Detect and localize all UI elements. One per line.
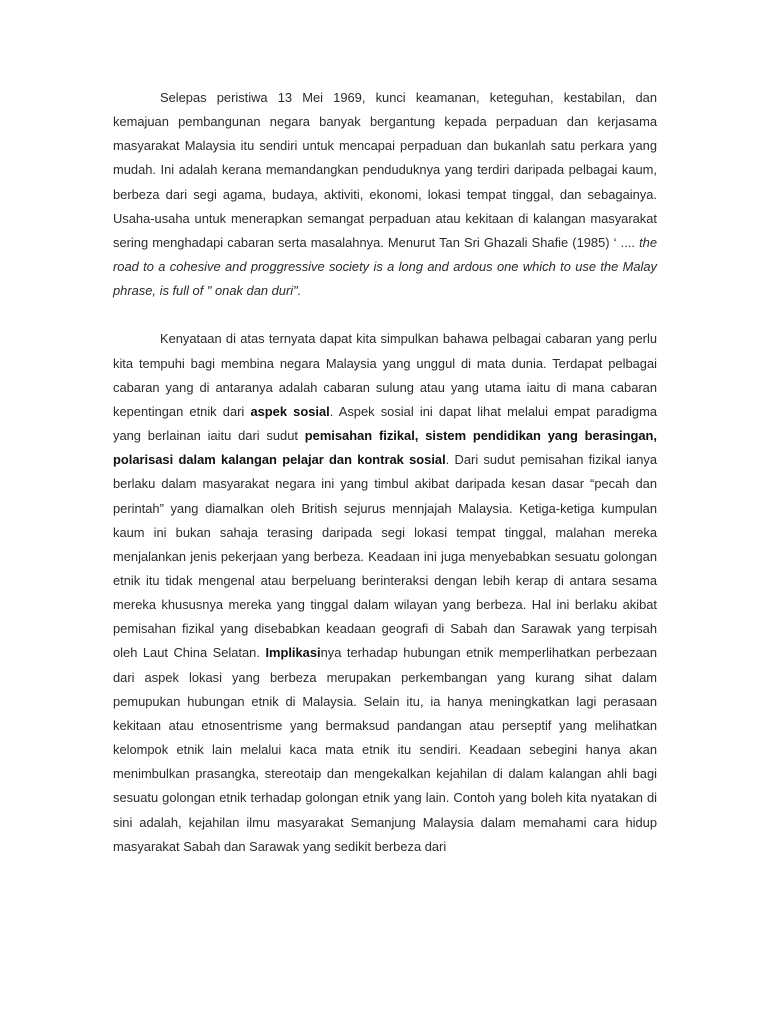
paragraph-2-text-b: . Aspek sosial ini dapat lihat melalui empat paradigma yang berlainan iaitu dari sudut xyxy=(113,403,658,444)
paragraph-2-bold-aspek-sosial: aspek sosial xyxy=(250,403,330,419)
paragraph-1-text: Selepas peristiwa 13 Mei 1969, kunci keamanan, keteguhan, kestabilan, dan kemajuan pembangunan negara banyak bergantung kepada perpaduan dan kerjasama masyarakat Malaysia itu sendiri untuk mencapai perpaduan dan bukanlah satu perkara yang mudah. Ini adalah kerana memandangkan penduduknya yang terdiri daripada pelbagai kaum, berbeza dari segi agama, budaya, aktiviti, ekonomi, lokasi tempat tinggal, dan sebagainya. Usaha-usaha untuk menerapkan semangat perpaduan atau kekitaan di kalangan masyarakat sering menghadapi cabaran serta masalahnya. Menurut Tan Sri Ghazali Shafie (1985) ‘ .... xyxy=(113,90,657,250)
paragraph-2-bold-paradigms: pemisahan fizikal, sistem pendidikan yang berasingan, polarisasi dalam kalangan pelajar dan kontrak sosial xyxy=(113,428,657,468)
paragraph-1 xyxy=(113,86,657,303)
paragraph-2-text-a: Kenyataan di atas ternyata dapat kita simpulkan bahawa pelbagai cabaran yang perlu kita tempuhi bagi membina negara Malaysia yang unggul di mata dunia. Terdapat pelbagai cabaran yang di antaranya adalah cabaran sulung atau yang utama iaitu di mana cabaran kepentingan etnik dari xyxy=(113,331,657,419)
paragraph-2-text-c: . Dari sudut pemisahan fizikal ianya berlaku dalam masyarakat negara ini yang timbul akibat daripada kesan dasar “pecah dan perintah” yang diamalkan oleh British sejurus mennjajah Malaysia. Ketiga-ketiga kumpulan kaum ini bukan sahaja terasing daripada segi lokasi tempat tinggal, malahan mereka menjalankan jenis pekerjaan yang berbeza. Keadaan ini juga menyebabkan sesuatu golongan etnik itu tidak mengenal atau berpeluang berinteraksi dengan lebih kerap di antara sesama mereka khususnya mereka yang tinggal dalam wilayan yang berbeza. Hal ini berlaku akibat pemisahan fizikal yang disebabkan keadaan geografi di Sabah dan Sarawak yang terpisah oleh Laut China Selatan. xyxy=(113,452,657,661)
document-body xyxy=(113,86,657,859)
paragraph-2-text-d: nya terhadap hubungan etnik memperlihatkan perbezaan dari aspek lokasi yang berbeza merupakan perkembangan yang kurang sihat dalam pemupukan hubungan etnik di Malaysia. Selain itu, ia hanya meningkatkan lagi perasaan kekitaan atau etnosentrisme yang bermaksud pandangan atau perseptif yang melihatkan kelompok etnik lain melalui kaca mata etnik itu sendiri. Keadaan sebegini hanya akan menimbulkan prasangka, stereotaip dan mengekalkan kejahilan di dalam kalangan ahli bagi sesuatu golongan etnik terhadap golongan etnik yang lain. Contoh yang boleh kita nyatakan di sini adalah, kejahilan ilmu masyarakat Semanjung Malaysia dalam memahami cara hidup masyarakat Sabah dan Sarawak yang sedikit berbeza dari xyxy=(113,645,657,854)
paragraph-2-bold-implikasi: Implikasi xyxy=(265,645,321,661)
paragraph-1-quote: the road to a cohesive and proggressive society is a long and ardous one which to use the Malay phrase, is full of " onak dan duri". xyxy=(113,234,657,299)
paragraph-2 xyxy=(113,327,657,858)
